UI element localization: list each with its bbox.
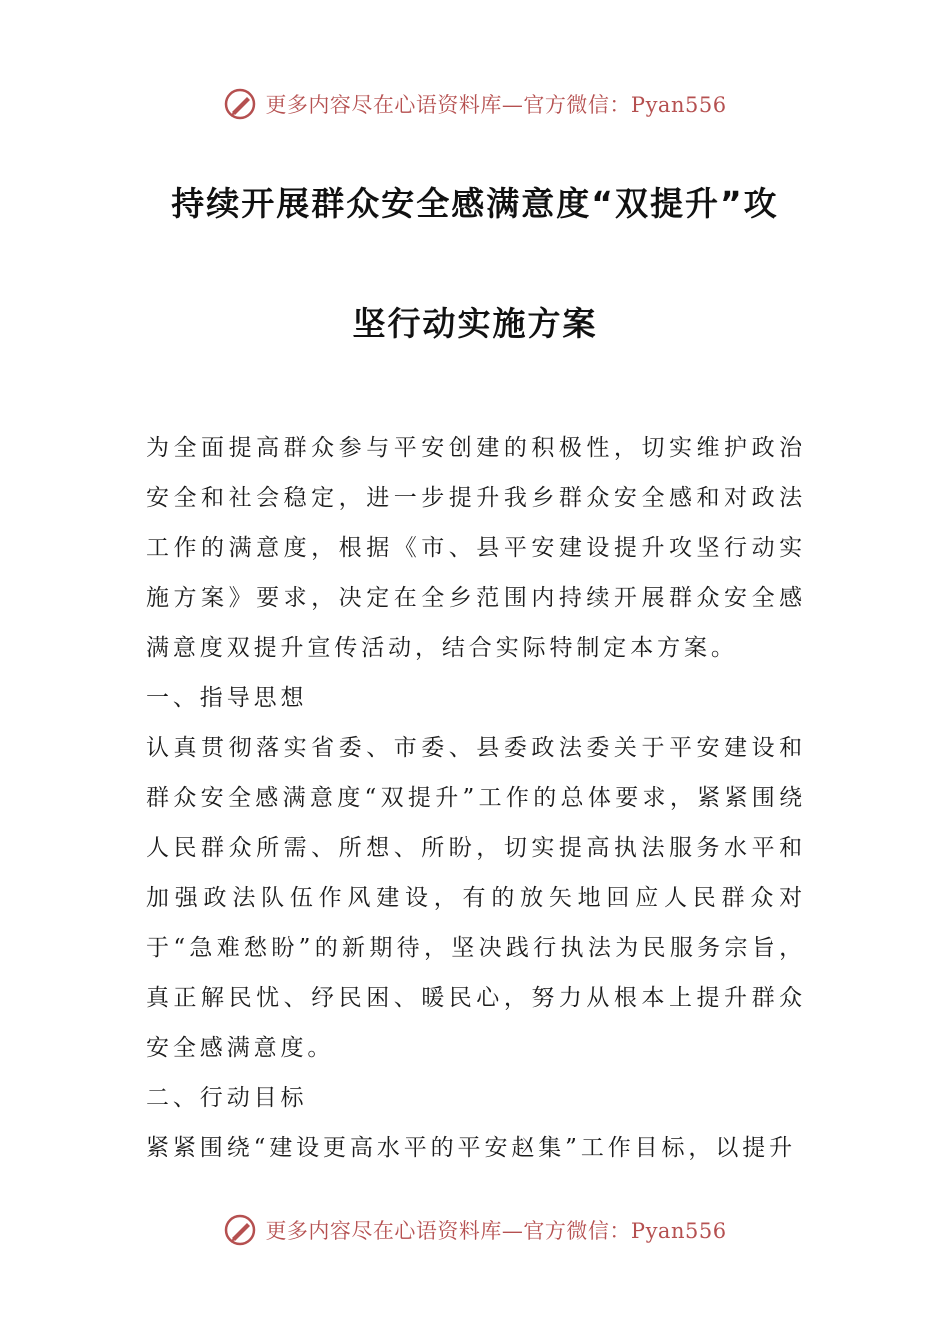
section-heading-action-goals: 二、行动目标	[146, 1085, 308, 1111]
document-body	[146, 423, 806, 1173]
guiding-ideology-paragraph: 认真贯彻落实省委、市委、县委政法委关于平安建设和群众安全感满意度“双提升”工作的总体要求，紧紧围绕人民群众所需、所想、所盼，切实提高执法服务水平和加强政法队伍作风建设，有的放矢地回应人民群众对于“急难愁盼”的新期待，坚决践行执法为民服务宗旨，真正解民忧、纾民困、暖民心，努力从根本上提升群众安全感满意度。	[146, 735, 806, 1061]
pen-seal-icon	[223, 87, 257, 121]
watermark-text: 更多内容尽在心语资料库—官方微信：Pyan556	[265, 1219, 727, 1243]
footer-watermark	[0, 1210, 950, 1250]
action-goals-paragraph: 紧紧围绕“建设更高水平的平安赵集”工作目标，以提升	[146, 1135, 797, 1161]
header-watermark	[0, 84, 950, 124]
pen-seal-icon	[223, 1213, 257, 1247]
document-title-line-2: 坚行动实施方案	[352, 304, 598, 343]
section-heading-guiding-ideology: 一、指导思想	[146, 685, 308, 711]
intro-paragraph: 为全面提高群众参与平安创建的积极性，切实维护政治安全和社会稳定，进一步提升我乡群众安全感和对政法工作的满意度，根据《市、县平安建设提升攻坚行动实施方案》要求，决定在全乡范围内持续开展群众安全感满意度双提升宣传活动，结合实际特制定本方案。	[146, 435, 806, 661]
watermark-text: 更多内容尽在心语资料库—官方微信：Pyan556	[265, 93, 727, 117]
document-title-line-1: 持续开展群众安全感满意度“双提升”攻	[171, 184, 779, 223]
